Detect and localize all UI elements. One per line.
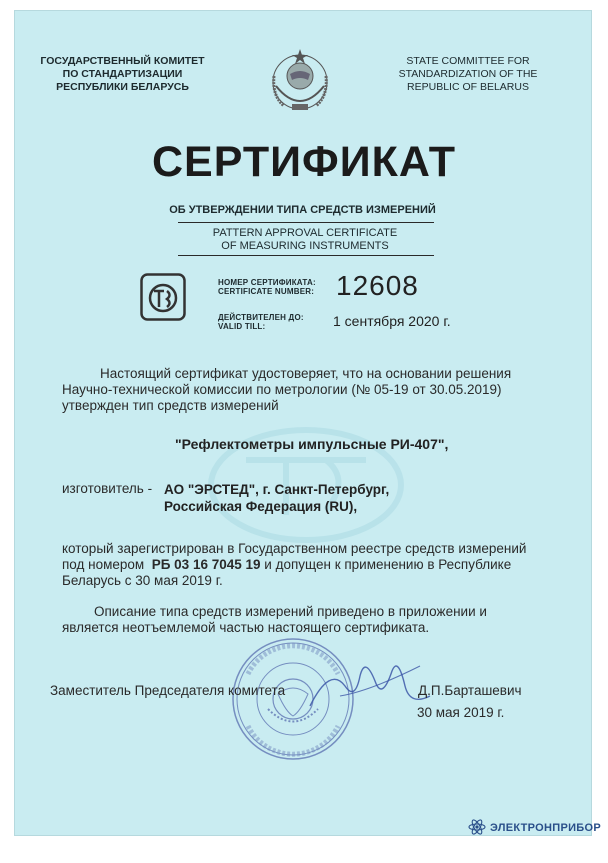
paragraph-line: который зарегистрирован в Государственном реестре средств измерений (62, 541, 527, 556)
signatory-position: Заместитель Председателя комитета (50, 683, 286, 698)
label-en: CERTIFICATE NUMBER: (218, 287, 315, 296)
paragraph-line: Описание типа средств измерений приведено в приложении и (94, 604, 487, 619)
manufacturer-line: АО "ЭРСТЕД", г. Санкт-Петербург, (164, 482, 390, 497)
certificate-number: 12608 (336, 270, 419, 301)
paragraph-line: Настоящий сертификат удостоверяет, что на основании решения (100, 366, 512, 381)
paragraph-line (62, 557, 562, 573)
label-ru: НОМЕР СЕРТИФИКАТА: (218, 278, 316, 287)
signature-date: 30 мая 2019 г. (417, 705, 505, 720)
document-title: СЕРТИФИКАТ (151, 138, 457, 186)
atom-icon (468, 818, 486, 836)
registry-paragraph (62, 541, 562, 589)
manufacturer-line: Российская Федерация (RU), (164, 499, 358, 514)
issuer-ru-line: РЕСПУБЛИКИ БЕЛАРУСЬ (56, 81, 189, 93)
valid-till-date: 1 сентября 2020 г. (333, 313, 451, 329)
certificate-number-label (218, 278, 316, 296)
decision-paragraph (62, 366, 562, 414)
divider (178, 255, 434, 256)
description-paragraph (62, 604, 562, 636)
issuer-en-line: STATE COMMITTEE FOR (406, 55, 530, 67)
subtitle-en (150, 227, 460, 253)
belarus-coat-of-arms-icon (262, 46, 338, 116)
valid-till-label (218, 313, 304, 331)
paragraph-line: является неотъемлемой частью настоящего сертификата. (62, 620, 430, 635)
standards-mark-icon (140, 273, 186, 321)
subtitle-en-line: OF MEASURING INSTRUMENTS (221, 240, 389, 252)
issuer-en-line: REPUBLIC OF BELARUS (407, 81, 529, 93)
subtitle-en-line: PATTERN APPROVAL CERTIFICATE (212, 227, 398, 239)
paragraph-line: утвержден тип средств измерений (62, 398, 279, 413)
divider (178, 222, 434, 223)
issuer-en-line: STANDARDIZATION OF THE (398, 68, 538, 80)
manufacturer-label: изготовитель - (62, 481, 153, 496)
text-span: под номером (62, 557, 145, 572)
paragraph-line: Беларусь с 30 мая 2019 г. (62, 573, 223, 588)
manufacturer (164, 481, 389, 515)
instrument-type: "Рефлектометры импульсные РИ-407", (175, 436, 449, 452)
label-en: VALID TILL: (218, 322, 266, 331)
label-ru: ДЕЙСТВИТЕЛЕН ДО: (218, 313, 304, 322)
subtitle-ru: ОБ УТВЕРЖДЕНИИ ТИПА СРЕДСТВ ИЗМЕРЕНИЙ (169, 204, 436, 216)
issuer-ru-line: ГОСУДАРСТВЕННЫЙ КОМИТЕТ (40, 55, 205, 67)
signatory-name: Д.П.Барташевич (418, 683, 522, 698)
issuer-en (368, 55, 568, 94)
brand-name: ЭЛЕКТРОНПРИБОР (490, 822, 602, 834)
paragraph-line: Научно-технической комиссии по метрологии (№ 05-19 от 30.05.2019) (62, 382, 502, 397)
issuer-ru (20, 55, 225, 94)
issuer-ru-line: ПО СТАНДАРТИЗАЦИИ (62, 68, 183, 80)
text-span: и допущен к применению в Республике (264, 557, 512, 572)
registry-number: РБ 03 16 7045 19 (151, 557, 261, 572)
